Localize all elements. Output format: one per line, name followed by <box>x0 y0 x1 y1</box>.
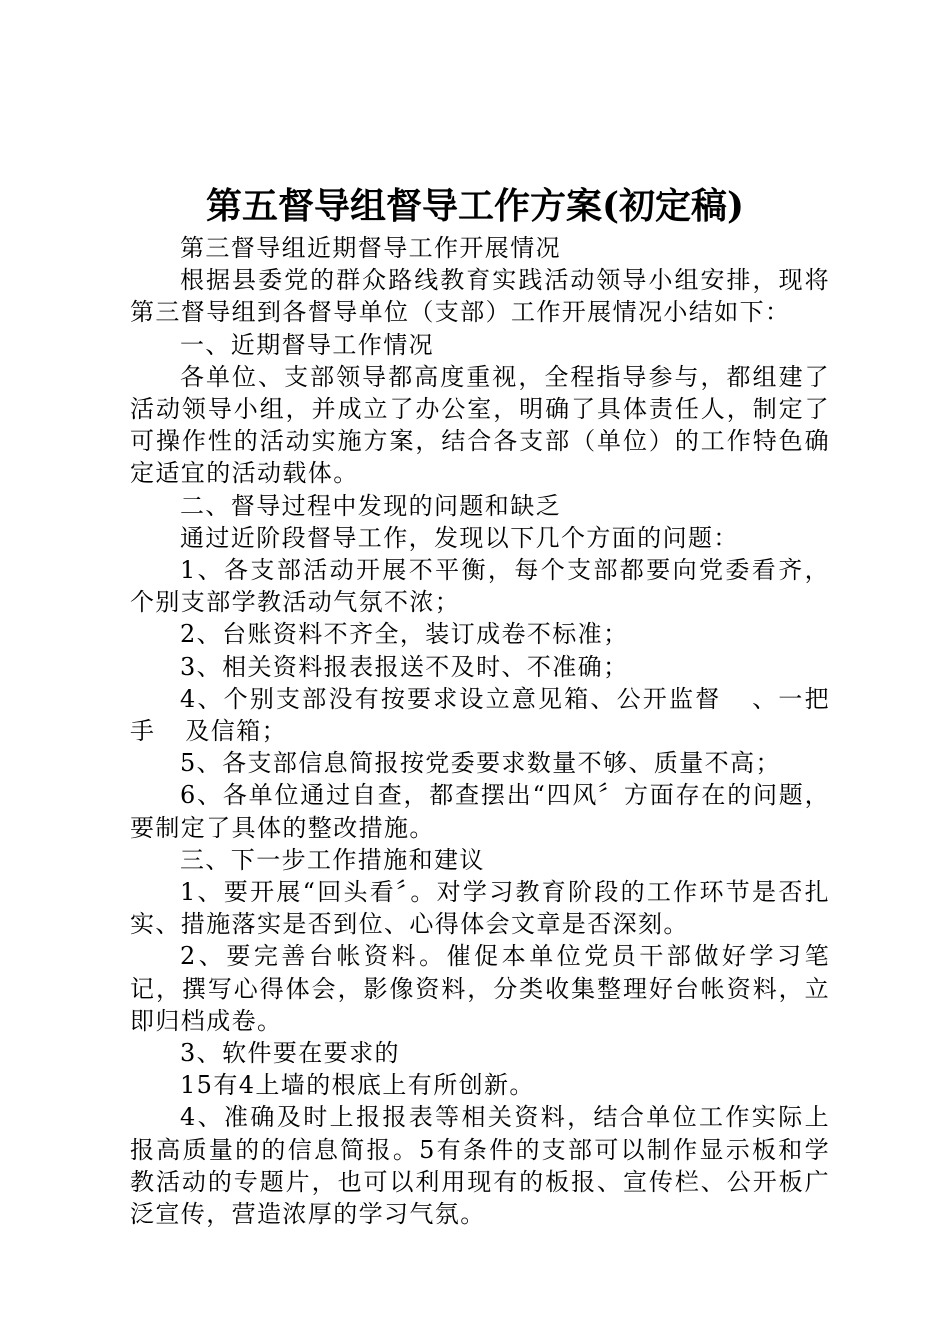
paragraph: 通过近阶段督导工作，发现以下几个方面的问题： <box>180 523 739 552</box>
section-heading: 二、督导过程中发现的问题和缺乏 <box>180 491 561 520</box>
section-heading: 一、近期督导工作情况 <box>180 330 434 359</box>
section-heading: 三、下一步工作措施和建议 <box>180 845 485 874</box>
list-item: 3、软件要在要求的 <box>180 1039 400 1068</box>
list-item: 2、要完善台帐资料。催促本单位党员干部做好学习笔记，撰写心得体会，影像资料，分类收集整理好台帐资料，立即归档成卷。 <box>130 942 830 1035</box>
list-item: 6、各单位通过自查，都查摆出“四风〞方面存在的问题，要制定了具体的整改措施。 <box>130 781 830 842</box>
list-item: 1、各支部活动开展不平衡，每个支部都要向党委看齐，个别支部学教活动气氛不浓； <box>130 556 830 617</box>
list-item-text: 手 <box>130 717 156 746</box>
list-item: 2、台账资料不齐全，装订成卷不标准； <box>180 620 629 649</box>
paragraph: 根据县委党的群众路线教育实践活动领导小组安排，现将第三督导组到各督导单位（支部）工作开展情况小结如下： <box>130 266 830 327</box>
document-title: 第五督导组督导工作方案(初定稿) <box>205 185 745 227</box>
list-item-text: 及信箱； <box>185 717 288 746</box>
list-item: 5、各支部信息简报按党委要求数量不够、质量不高； <box>180 749 781 778</box>
paragraph: 各单位、支部领导都高度重视，全程指导参与，都组建了活动领导小组，并成立了办公室，明确了具体责任人，制定了可操作性的活动实施方案，结合各支部（单位）的工作特色确定适宜的活动载体。 <box>130 362 830 488</box>
list-item: 3、相关资料报表报送不及时、不准确； <box>180 652 629 681</box>
document-body <box>130 232 830 1230</box>
list-item-text: 4、个别支部没有按要求设立意见箱、公开监督 <box>180 684 722 713</box>
list-item: 15有4上墙的根底上有所创新。 <box>180 1071 535 1100</box>
list-item-text: 、一把 <box>751 684 830 713</box>
paragraph: 第三督导组近期督导工作开展情况 <box>180 234 561 262</box>
list-item: 1、要开展“回头看〞。对学习教育阶段的工作环节是否扎实、措施落实是否到位、心得体会文章是否深刻。 <box>130 878 830 939</box>
list-item: 4、准确及时上报报表等相关资料，结合单位工作实际上报高质量的的信息简报。5有条件的支部可以制作显示板和学教活动的专题片，也可以利用现有的板报、宣传栏、公开板广泛宣传，营造浓厚的学习气氛。 <box>130 1103 830 1229</box>
list-item <box>130 683 830 747</box>
